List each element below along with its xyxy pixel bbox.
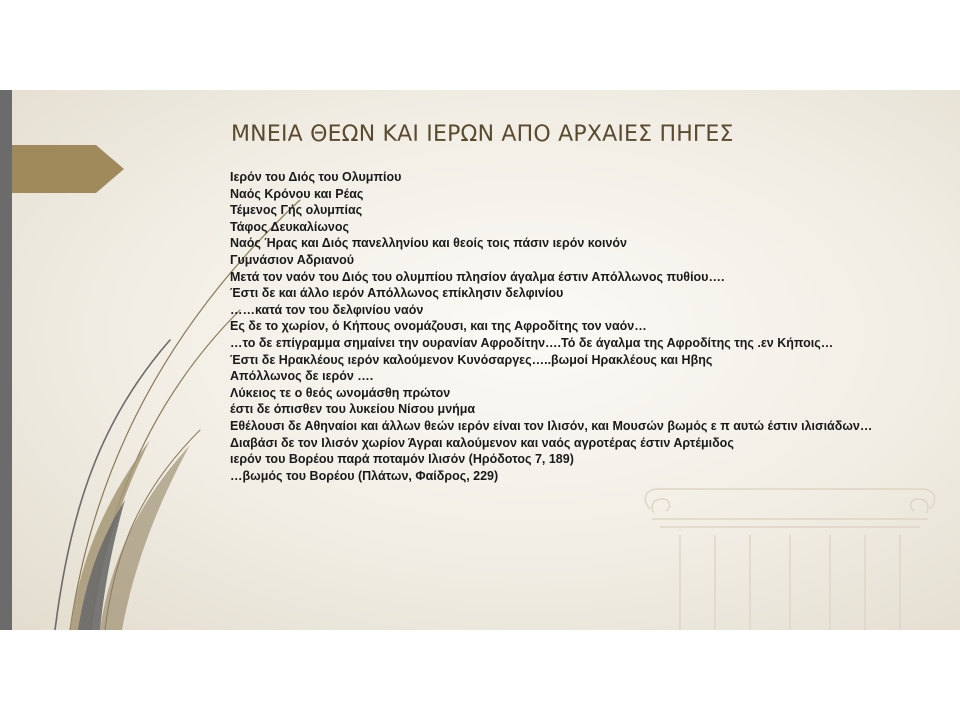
slide-title: ΜΝΕΙΑ ΘΕΩΝ ΚΑΙ ΙΕΡΩΝ ΑΠΟ ΑΡΧΑΙΕΣ ΠΗΓΕΣ — [231, 122, 734, 147]
quote-line: Απόλλωνος δε ιερόν …. — [230, 369, 374, 384]
quote-line: Ναός Κρόνου και Ρέας — [230, 186, 364, 201]
quote-line: …βωμός του Βορέου (Πλάτων, Φαίδρος, 229) — [230, 468, 499, 483]
quote-line: Λύκειος τε ο θεός ωνομάσθη πρώτον — [230, 385, 451, 400]
quote-line: Ναός Ήρας και Διός πανελληνίου και θεοίς τοις πάσιν ιερόν κοινόν — [230, 236, 627, 251]
quote-line: …το δε επίγραμμα σημαίνει την ουρανίαν Αφροδίτην….Τό δε άγαλμα της Αφροδίτης της .εν Κήποις… — [230, 335, 834, 350]
quote-line: ……κατά τον του δελφινίου ναόν — [230, 302, 424, 317]
quote-line: Διαβάσι δε τον Ιλισόν χωρίον Άγραι καλούμενον και ναός αγροτέρας έστιν Αρτέμιδος — [230, 435, 734, 450]
quote-line: Τάφος Δευκαλίωνος — [230, 219, 349, 234]
slide — [0, 90, 960, 630]
quote-line: Τέμενος Γής ολυμπίας — [230, 203, 363, 218]
quote-line: Ιερόν του Διός του Ολυμπίου — [230, 170, 402, 184]
quote-line: Γυμνάσιον Αδριανού — [230, 252, 355, 267]
quote-line: Εθέλουσι δε Αθηναίοι και άλλων θεών ιερόν είναι τον Ιλισόν, και Μουσών βωμός ε π αυτώ έστιν ιλισιάδων… — [230, 418, 873, 433]
quote-line: Μετά τον ναόν του Διός του ολυμπίου πλησίον άγαλμα έστιν Απόλλωνος πυθίου…. — [230, 269, 725, 284]
quote-line: έστι δε όπισθεν του λυκείου Νίσου μνήμα — [230, 402, 476, 417]
greek-column-watermark — [640, 485, 940, 630]
quote-line: Ες δε το χωρίον, ό Κήπους ονομάζουσι, και της Αφροδίτης τον ναόν… — [230, 319, 647, 334]
quote-line: Έστι δε και άλλο ιερόν Απόλλωνος επίκλησιν δελφινίου — [230, 286, 564, 301]
quote-line: ιερόν του Βορέου παρά ποταμόν Ιλισόν (Ηρόδοτος 7, 189) — [230, 452, 574, 467]
source-quotes-list — [230, 169, 890, 484]
quote-line: Έστι δε Ηρακλέους ιερόν καλούμενον Κυνόσαργες…..βωμοί Ηρακλέους και Ηβης — [230, 352, 713, 367]
